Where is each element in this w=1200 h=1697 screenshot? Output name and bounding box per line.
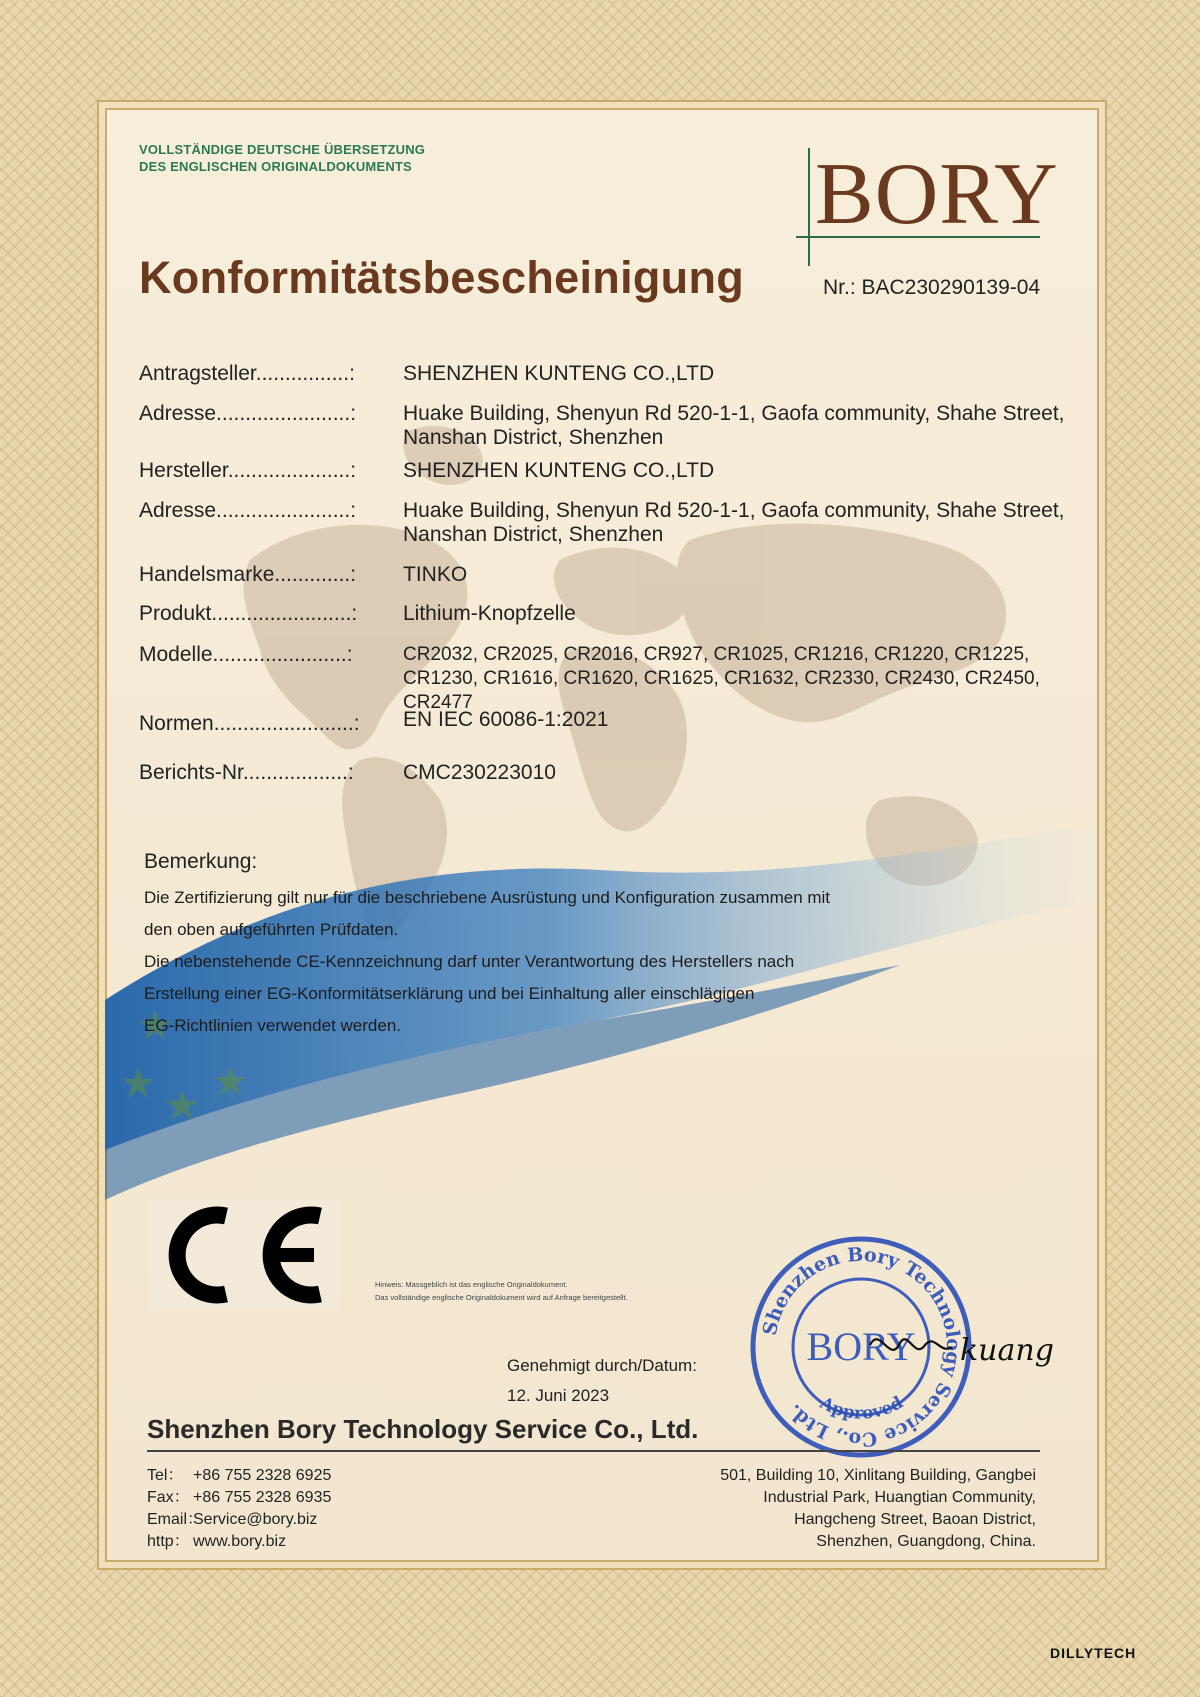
fax-value: +86 755 2328 6935 [193,1489,332,1506]
hinweis-line1: Hinweis: Massgeblich ist das englische Originaldokument. [375,1280,568,1289]
field-value-trademark: TINKO [403,563,468,586]
field-label-trademark: Handelsmarke.............: [139,563,357,586]
ce-mark-icon [150,1200,340,1310]
certificate-number: Nr.: BAC230290139-04 [823,276,1041,299]
field-label-report-no: Berichts-Nr..................: [139,761,354,784]
field-value-product: Lithium-Knopfzelle [403,602,576,625]
field-label-models: Modelle.......................: [139,643,353,666]
field-value-manufacturer: SHENZHEN KUNTENG CO.,LTD [403,459,715,482]
field-value-applicant: SHENZHEN KUNTENG CO.,LTD [403,362,715,385]
approved-date: 12. Juni 2023 [507,1386,610,1405]
footer-divider [147,1450,1040,1452]
logo-vertical-rule [808,148,810,266]
field-value-report-no: CMC230223010 [403,761,556,784]
tel-value: +86 755 2328 6925 [193,1467,332,1484]
address-line: 501, Building 10, Xinlitang Building, Gangbei [720,1467,1036,1484]
field-label-address-2: Adresse.......................: [139,499,357,522]
http-value: www.bory.biz [193,1533,287,1550]
remark-text [144,882,984,1042]
stamp-bottom-text: Approved [816,1392,907,1424]
field-label-standards: Normen........................: [139,712,360,735]
issuer-company-name: Shenzhen Bory Technology Service Co., Ltd. [147,1414,699,1444]
fax-label: Fax： [147,1489,190,1506]
field-value-address-2: Huake Building, Shenyun Rd 520-1-1, Gaofa community, Shahe Street, Nanshan District, Shenzhen [403,499,1065,546]
stamp-center-text: BORY [806,1324,916,1369]
remark-title: Bemerkung: [144,850,258,873]
translation-note [139,141,425,175]
field-label-product: Produkt........................: [139,602,358,625]
field-value-standards: EN IEC 60086-1:2021 [403,708,609,731]
address-line: Hangcheng Street, Baoan District, [794,1511,1036,1528]
bory-logo: BORY [815,146,1059,243]
hinweis-note [375,1278,628,1304]
stamp-ring-text: Shenzhen Bory Technology Service Co., Ltd. [758,1243,965,1451]
address-line: Shenzhen, Guangdong, China. [816,1533,1036,1550]
hinweis-line2: Das vollständige englische Originaldokument wird auf Anfrage bereitgestellt. [375,1293,628,1302]
translation-note-line1: VOLLSTÄNDIGE DEUTSCHE ÜBERSETZUNG [139,142,426,157]
issuer-address [640,1465,1036,1553]
remark-line: den oben aufgeführten Prüfdaten. [144,920,399,939]
svg-text:Approved [816,1393,907,1424]
signature-icon [860,1315,1080,1395]
page-title: Konformitätsbescheinigung [139,252,745,303]
translation-note-line2: DES ENGLISCHEN ORIGINALDOKUMENTS [139,159,412,174]
remark-line: Erstellung einer EG-Konformitätserklärung und bei Einhaltung aller einschlägigen [144,984,755,1003]
http-label: http： [147,1533,190,1550]
field-label-manufacturer: Hersteller.....................: [139,459,357,482]
email-label: Email： [147,1511,204,1528]
address-line: Industrial Park, Huangtian Community, [763,1489,1036,1506]
field-label-applicant: Antragsteller................: [139,362,355,385]
remark-line: Die Zertifizierung gilt nur für die beschriebene Ausrüstung und Konfiguration zusammen mit [144,888,831,907]
field-value-models: CR2032, CR2025, CR2016, CR927, CR1025, CR1216, CR1220, CR1225, CR1230, CR1616, CR1620, CR1625, CR1632, CR2330, CR2430, CR2450, CR2477 [403,644,1040,713]
contact-block [147,1465,331,1553]
field-value-address-1: Huake Building, Shenyun Rd 520-1-1, Gaofa community, Shahe Street, Nanshan District, Shenzhen [403,402,1065,449]
signature-text: kuang [960,1333,1054,1368]
remark-line: Die nebenstehende CE-Kennzeichnung darf unter Verantwortung des Herstellers nach [144,952,795,971]
dillytech-watermark: DILLYTECH [1050,1645,1137,1661]
email-value: Service@bory.biz [193,1511,318,1528]
approved-label: Genehmigt durch/Datum: [507,1356,697,1375]
tel-label: Tel： [147,1467,184,1484]
remark-line: EG-Richtlinien verwendet werden. [144,1016,402,1035]
field-label-address-1: Adresse.......................: [139,402,357,425]
